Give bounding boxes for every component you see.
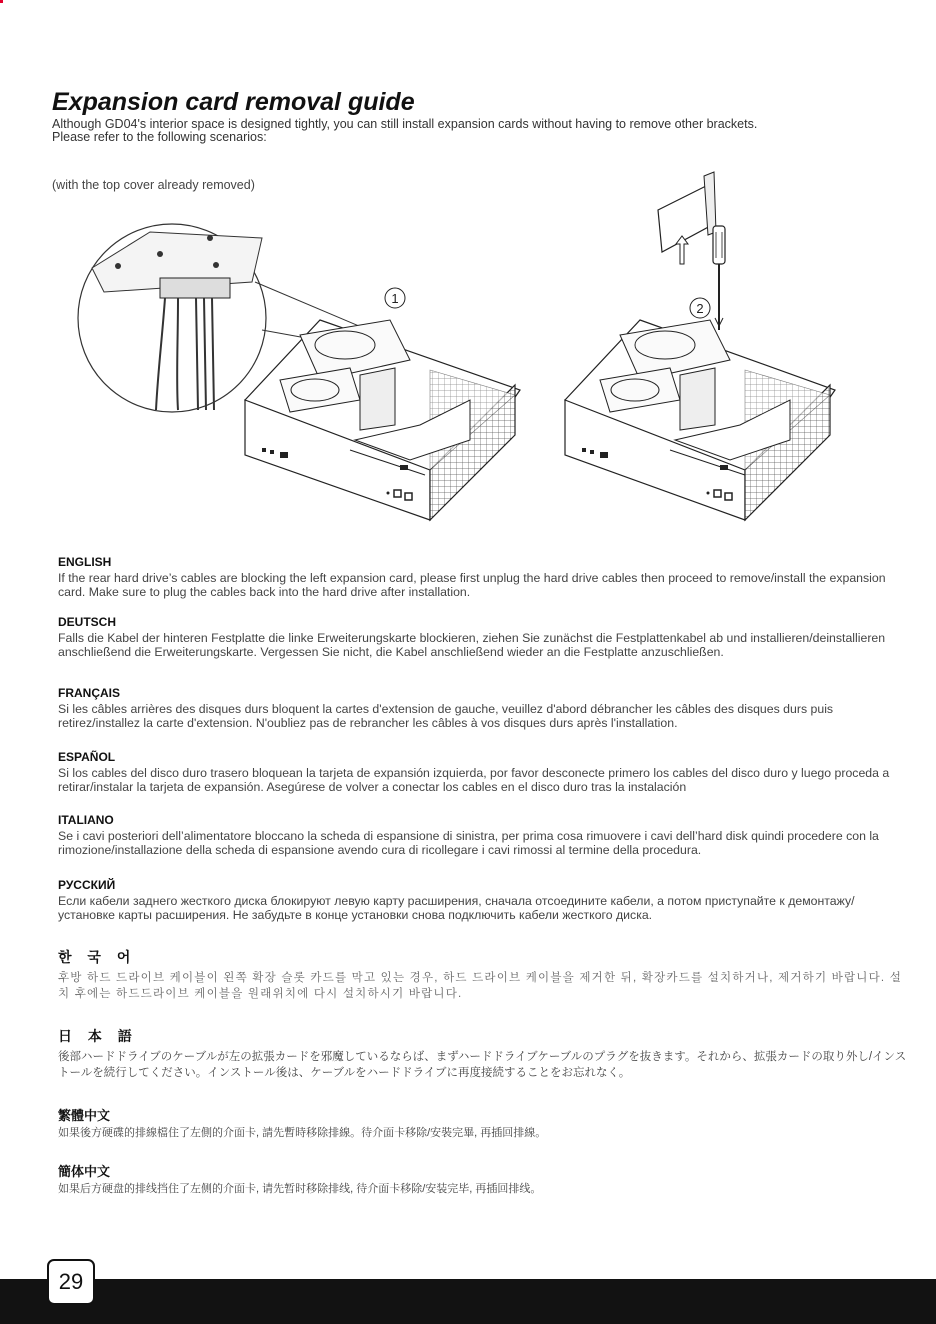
- section-italiano: [58, 813, 908, 857]
- language-heading: 簡体中文: [58, 1164, 111, 1179]
- section-traditional-chinese: [58, 1105, 908, 1141]
- step-number: 2: [696, 301, 704, 316]
- intro-line: Please refer to the following scenarios:: [52, 130, 267, 144]
- section-text: Si les câbles arrières des disques durs bloquent la cartes d'extension de gauche, veuillez d'abord débrancher les câbles des disques durs puis retirez/installez la carte d'extension. N'oubliez pas de rebrancher les câbles à vos disques durs après l'installation.: [58, 702, 834, 730]
- page-title: Expansion card removal guide: [52, 88, 415, 116]
- case-illustration-left: [245, 288, 520, 520]
- section-text: Si los cables del disco duro trasero bloquean la tarjeta de expansión izquierda, por favor desconecte primero los cables del disco duro y luego proceda a retirar/instalar la tarjeta de expansión. Asegúrese de volver a conectar los cables en el disco duro tras la instalación: [58, 766, 890, 794]
- section-russian: [58, 878, 908, 922]
- language-heading: ENGLISH: [58, 555, 112, 569]
- language-heading: DEUTSCH: [58, 615, 117, 629]
- language-heading: ITALIANO: [58, 813, 114, 827]
- section-korean: [58, 947, 908, 1002]
- intro-paragraph: [52, 118, 892, 144]
- section-english: [58, 555, 908, 599]
- cover-removed-note: (with the top cover already removed): [52, 178, 255, 192]
- step-number: 1: [391, 291, 399, 306]
- section-text: 後部ハードドライブのケーブルが左の拡張カードを邪魔しているならば、まずハードドライブケーブルのプラグを抜きます。それから、拡張カードの取り外し/インストールを続行してください。インストール後は、ケーブルをハードドライブに再度接続することをお忘れなく。: [58, 1051, 907, 1079]
- section-deutsch: [58, 615, 908, 659]
- section-text: Se i cavi posteriori dell’alimentatore bloccano la scheda di espansione di sinistra, per prima cosa rimuovere i cavi dell’hard disk quindi procedere con la rimozione/installazione della scheda di espansione avendo cura di ricollegare i cavi rimossi al termine della procedura.: [58, 829, 879, 857]
- footer-bar: [0, 1279, 936, 1324]
- section-japanese: [58, 1026, 908, 1081]
- language-heading: FRANÇAIS: [58, 686, 120, 700]
- section-text: 如果後方硬碟的排線檔住了左側的介面卡, 請先暫時移除排線。待介面卡移除/安裝完畢, 再插回排線。: [58, 1127, 547, 1139]
- section-francais: [58, 686, 908, 730]
- section-text: 후방 하드 드라이브 케이블이 왼쪽 확장 슬롯 카드를 막고 있는 경우, 하드 드라이브 케이블을 제거한 뒤, 확장카드를 설치하거나, 제거하기 바랍니다. 설치 후에는 하드드라이브 케이블을 원래위치에 다시 설치하시기 바랍니다.: [58, 972, 903, 1000]
- language-heading: 日 本 語: [58, 1028, 138, 1044]
- case-illustration-right: [565, 172, 835, 520]
- intro-line: Although GD04's interior space is designed tightly, you can still install expansion cards without having to remove other brackets.: [52, 117, 758, 131]
- section-espanol: [58, 750, 908, 794]
- language-heading: РУССКИЙ: [58, 878, 116, 892]
- page-number: 29: [47, 1259, 95, 1305]
- language-heading: 한 국 어: [58, 949, 137, 965]
- language-heading: 繁體中文: [58, 1108, 111, 1123]
- section-text: Если кабели заднего жесткого диска блокируют левую карту расширения, сначала отсоедините кабели, а потом приступайте к демонтажу/установке карты расширения. Не забудьте в конце установки снова подключить кабели жесткого диска.: [58, 894, 855, 922]
- section-text: If the rear hard drive’s cables are blocking the left expansion card, please first unplug the hard drive cables then proceed to remove/install the expansion card. Make sure to plug the cables back into the hard drive after installation.: [58, 571, 886, 599]
- language-heading: ESPAÑOL: [58, 750, 116, 764]
- registration-mark: [0, 0, 3, 3]
- section-text: Falls die Kabel der hinteren Festplatte die linke Erweiterungskarte blockieren, ziehen Sie zunächst die Festplattenkabel ab und installieren/deinstallieren anschließend die Erweiterungskarte. Vergessen Sie nicht, die Kabel anschließend wieder an die Festplatte anzuschließen.: [58, 631, 886, 659]
- section-simplified-chinese: [58, 1161, 908, 1197]
- illustration-panel: [0, 160, 936, 530]
- section-text: 如果后方硬盘的排线挡住了左侧的介面卡, 请先暂时移除排线, 待介面卡移除/安装完毕, 再插回排线。: [58, 1183, 542, 1195]
